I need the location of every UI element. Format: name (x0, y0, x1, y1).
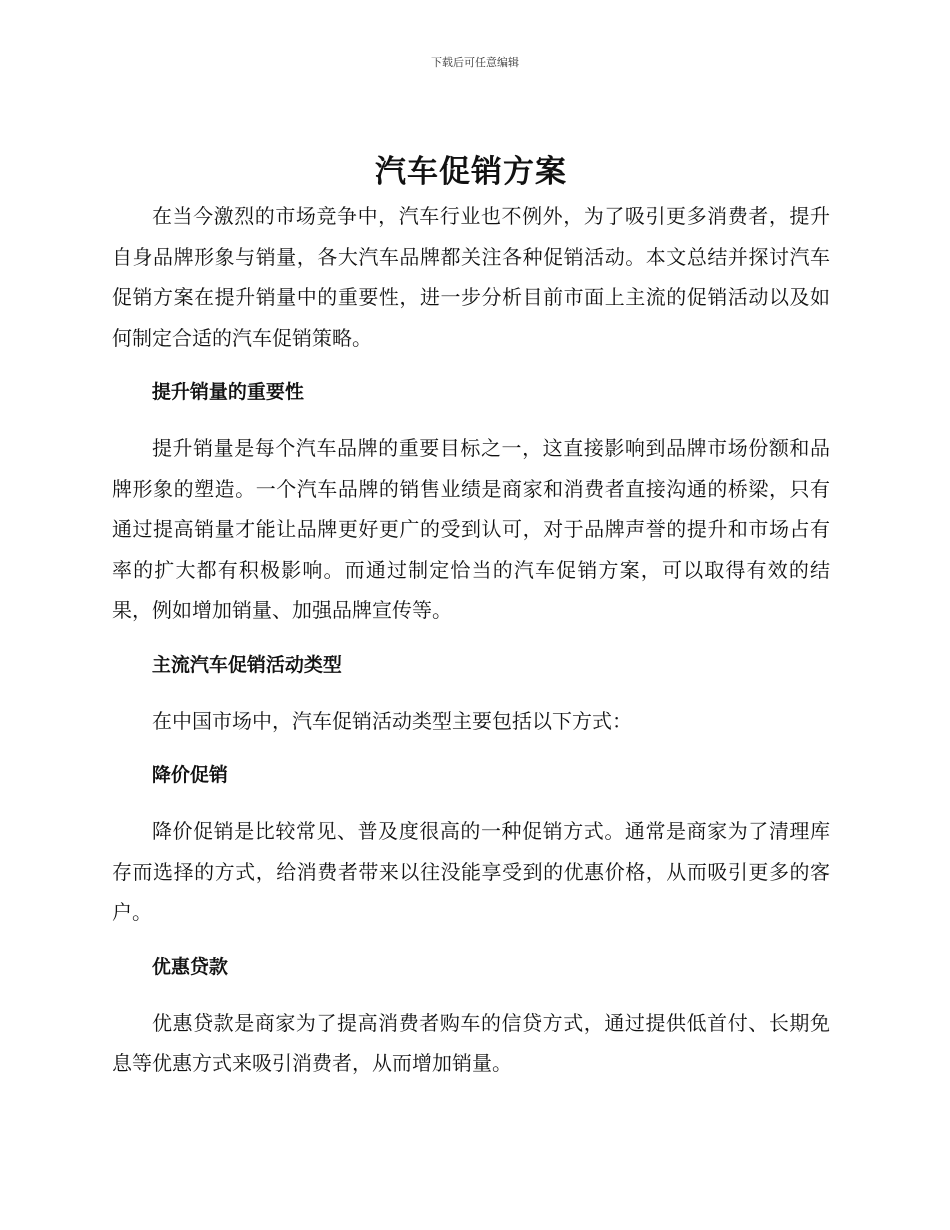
section-heading-promotion-types: 主流汽车促销活动类型 (151, 653, 342, 676)
section-paragraph-promotion-types: 在中国市场中，汽车促销活动类型主要包括以下方式： (152, 708, 632, 733)
section-heading-importance: 提升销量的重要性 (151, 381, 304, 403)
intro-paragraph: 在当今激烈的市场竞争中，汽车行业也不例外，为了吸引更多消费者，提升自身品牌形象与销量，各大汽车品牌都关注各种促销活动。本文总结并探讨汽车促销方案在提升销量中的重要性，进一步分析目前市面上主流的促销活动以及如何制定合适的汽车促销策略。 (112, 204, 830, 350)
section-heading-discount-loan: 优惠贷款 (151, 955, 228, 978)
section-paragraph-price-cut: 降价促销是比较常见、普及度很高的一种促销方式。通常是商家为了清理库存而选择的方式，给消费者带来以往没能享受到的优惠价格，从而吸引更多的客户。 (112, 819, 830, 924)
section-heading-price-cut: 降价促销 (151, 764, 228, 786)
running-header: 下载后可任意编辑 (431, 56, 519, 69)
document-title: 汽车促销方案 (375, 154, 567, 190)
document-body (112, 150, 830, 1084)
section-paragraph-importance: 提升销量是每个汽车品牌的重要目标之一，这直接影响到品牌市场份额和品牌形象的塑造。一个汽车品牌的销售业绩是商家和消费者直接沟通的桥梁，只有通过提高销量才能让品牌更好更广的受到认可，对于品牌声誉的提升和市场占有率的扩大都有积极影响。而通过制定恰当的汽车促销方案，可以取得有效的结果，例如增加销量、加强品牌宣传等。 (112, 436, 830, 622)
section-paragraph-discount-loan: 优惠贷款是商家为了提高消费者购车的信贷方式，通过提供低首付、长期免息等优惠方式来吸引消费者，从而增加销量。 (112, 1010, 830, 1075)
